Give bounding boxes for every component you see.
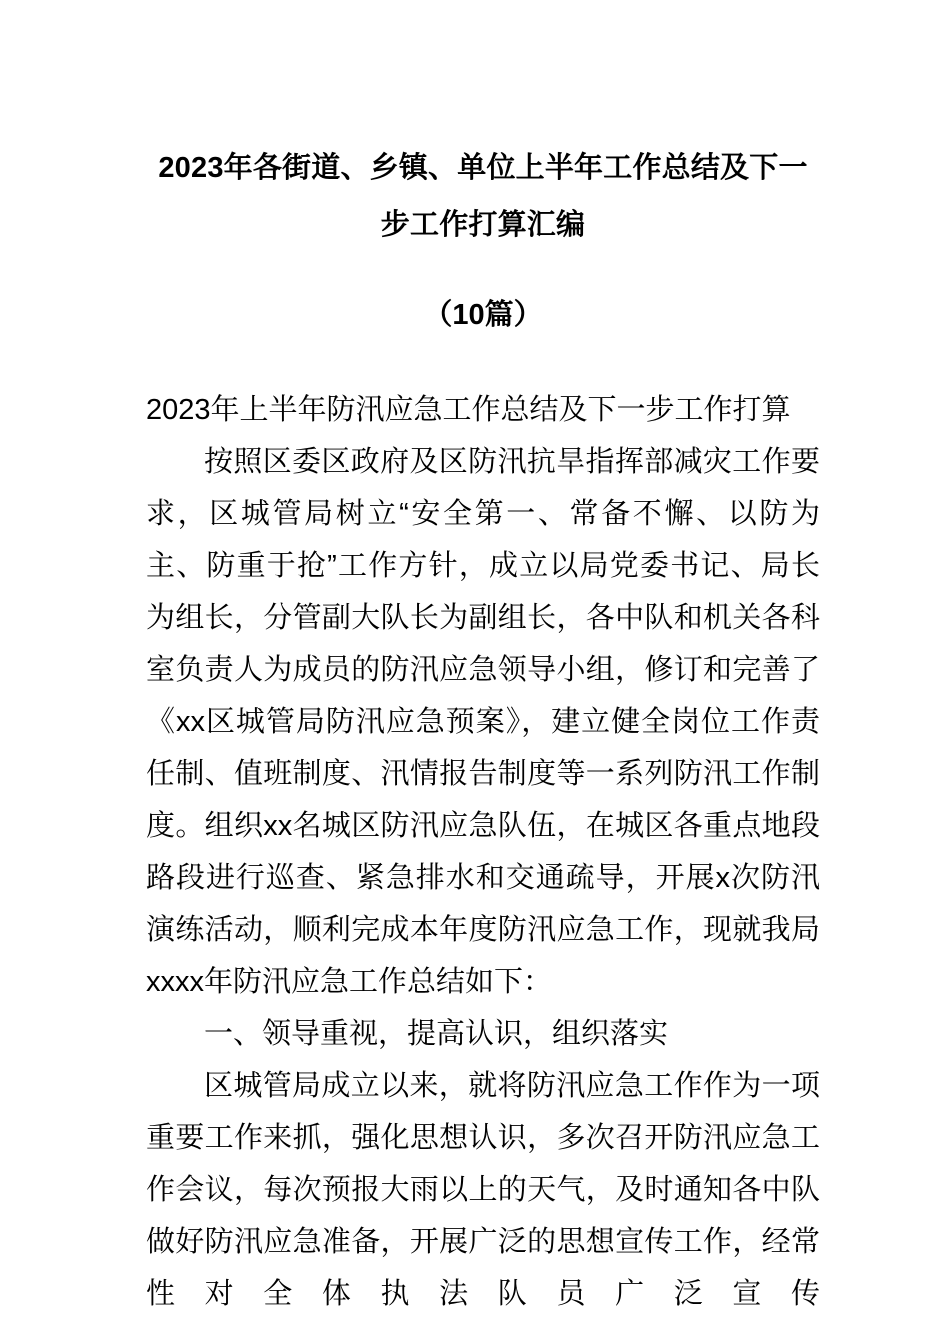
body-paragraph: 区城管局成立以来，就将防汛应急工作作为一项重要工作来抓，强化思想认识，多次召开防汛应急工作会议，每次预报大雨以上的天气，及时通知各中队做好防汛应急准备，开展广泛的思想宣传工作，经常性对全体执法队员广泛宣传 — [146, 1070, 820, 1310]
section-heading-one: 一、领导重视，提高认识，组织落实 — [204, 1018, 669, 1050]
document-content — [146, 0, 820, 1344]
body-paragraph: 按照区委区政府及区防汛抗旱指挥部减灾工作要求，区城管局树立“安全第一、常备不懈、以防为主、防重于抢”工作方针，成立以局党委书记、局长为组长，分管副大队长为副组长，各中队和机关各科室负责人为成员的防汛应急领导小组，修订和完善了《xx区城管局防汛应急预案》，建立健全岗位工作责任制、值班制度、汛情报告制度等一系列防汛工作制度。组织xx名城区防汛应急队伍，在城区各重点地段路段进行巡查、紧急排水和交通疏导，开展x次防汛演练活动，顺利完成本年度防汛应急工作，现就我局xxxx年防汛应急工作总结如下： — [146, 446, 820, 998]
page-title: 2023年各街道、乡镇、单位上半年工作总结及下一步工作打算汇编 — [158, 152, 808, 241]
document-count-label: （10篇） — [423, 299, 543, 331]
article-heading: 2023年上半年防汛应急工作总结及下一步工作打算 — [146, 394, 791, 426]
